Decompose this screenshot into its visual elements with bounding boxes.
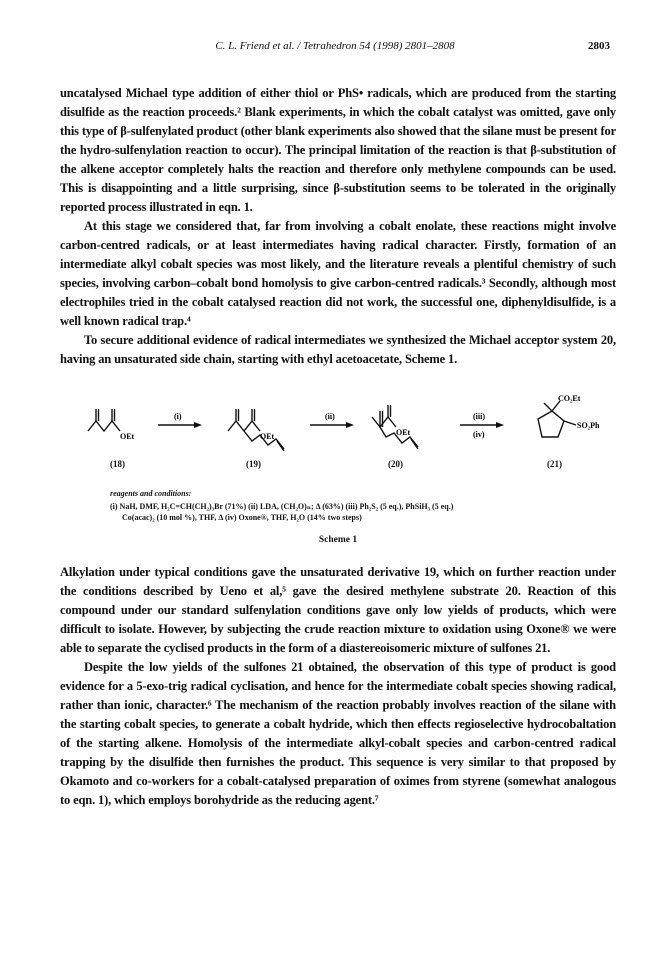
structure-19-skeleton (228, 421, 260, 431)
compound-label-21: (21) (547, 459, 562, 469)
structure-20-skeleton (372, 417, 396, 427)
label-oet-20: OEt (396, 428, 411, 437)
arrow-label-iv: (iv) (473, 430, 485, 439)
body-text-bottom (60, 563, 616, 810)
paragraph-1: uncatalysed Michael type addition of either thiol or PhS• radicals, which are produced from the starting disulfide as the reaction proceeds.² Blank experiments, in which the cobalt catalyst was omitted, gave only this type of β-sulfenylated product (other blank experiments also showed that the silane must be present for the hydro-sulfenylation reaction to occur). The principal limitation of the reaction is that β-substitution of the alkene acceptor completely halts the reaction and therefore only methylene compounds can be used. This is disappointing and a little surprising, since β-substitution seems to be tolerated in the originally reported process illustrated in eqn. 1. (60, 86, 616, 214)
label-so2ph-21: SO₂Ph (577, 421, 600, 430)
paragraph-3: To secure additional evidence of radical intermediates we synthesized the Michael acceptor system 20, having an unsaturated side chain, starting with ethyl acetoacetate, Scheme 1. (60, 333, 616, 366)
structure-18-skeleton (88, 421, 120, 431)
label-oet-19: OEt (260, 432, 275, 441)
paragraph-4: Alkylation under typical conditions gave the unsaturated derivative 19, which on further reaction under the conditions described by Ueno et al,⁵ gave the desired methylene substrate 20. Reaction of this compound under our standard sulfenylation conditions gave only low yields of products, which were difficult to isolate. However, by subjecting the crude reaction mixture to oxidation using Oxone® we were able to separate the cyclised products in the form of a diastereoisomeric mixture of sulfones 21. (60, 565, 616, 655)
body-text-top (60, 84, 616, 369)
compound-label-18: (18) (110, 459, 125, 469)
arrow-label-i: (i) (174, 412, 182, 421)
compound-label-20: (20) (388, 459, 403, 469)
conditions-line-2: Co(acac)₂ (10 mol %), THF, Δ (iv) Oxone®, THF, H₂O (14% two steps) (122, 513, 362, 522)
arrow-label-ii: (ii) (325, 412, 335, 421)
conditions-heading: reagents and conditions: (110, 489, 192, 498)
paragraph-2: At this stage we considered that, far from involving a cobalt enolate, these reactions might involve carbon-centred radicals, or at least intermediates having radical character. Firstly, formation of an intermediate alkyl cobalt species was most likely, and the literature reveals a plentiful chemistry of such species, involving carbon–cobalt bond homolysis to give carbon-centred radicals.³ Secondly, although most electrophiles tried in the cobalt catalysed reaction did not work, the successful one, diphenyldisulfide, is a well known radical trap.⁴ (60, 219, 616, 328)
label-co2et-21: CO₂Et (558, 394, 581, 403)
running-title: C. L. Friend et al. / Tetrahedron 54 (1998) 2801–2808 (215, 40, 455, 52)
arrow-label-iii: (iii) (473, 412, 485, 421)
label-oet-18: OEt (120, 432, 135, 441)
compound-label-19: (19) (246, 459, 261, 469)
scheme-1 (60, 394, 616, 557)
conditions-line-1: (i) NaH, DMF, H₂C=CH(CH₂)₃Br (71%) (ii) LDA, (CH₂O)ₙ; Δ (63%) (iii) Ph₂S₂ (5 eq.), PhSiH₃ (5 eq.) (110, 502, 454, 511)
paragraph-5: Despite the low yields of the sulfones 21 obtained, the observation of this type of product is good evidence for a 5-exo-trig radical cyclisation, and hence for the intermediate cobalt species showing radical, rather than ionic, character.⁶ The mechanism of the reaction probably involves reaction of the silane with the starting cobalt species, to generate a cobalt hydride, which then effects regioselective hydrocobaltation of the starting alkene. Homolysis of the intermediate alkyl-cobalt species and carbon-centred radical trapping by the disulfide then furnishes the product. This sequence is very similar to that proposed by Okamoto and co-workers for a cobalt-catalysed preparation of oximes from styrene (somewhat analogous to eqn. 1), which employs borohydride as the reducing agent.⁷ (60, 660, 616, 807)
page-number: 2803 (588, 40, 610, 52)
reaction-scheme-drawing (60, 394, 616, 477)
running-header (60, 40, 610, 52)
structure-21-ring (538, 411, 564, 437)
scheme-caption: Scheme 1 (318, 535, 358, 545)
